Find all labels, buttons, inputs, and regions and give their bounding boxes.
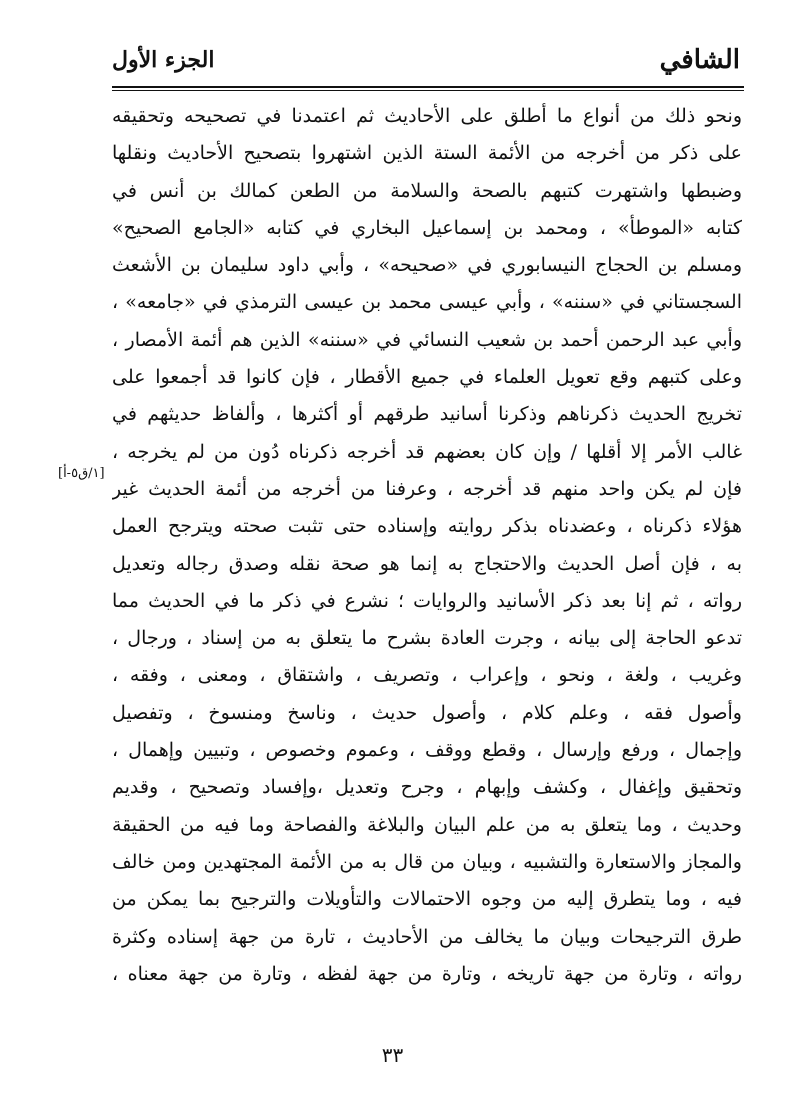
text-line: به ، فإن أصل الحديث والاحتجاج به إنما هو صحة نقله وصدق رجاله وتعديل [112,552,742,575]
page-header [112,40,740,88]
text-line: وأصول فقه ، وعلم كلام ، وأصول حديث ، وناسخ ومنسوخ ، وتفصيل [112,701,742,724]
header-rule-thin [112,90,744,91]
text-line: والمجاز والاستعارة والتشبيه ، وبيان من قال به من الأئمة المجتهدين ومن خالف [112,850,742,873]
text-line: وتحقيق وإغفال ، وكشف وإبهام ، وجرح وتعديل ،وإفساد وتصحيح ، وقديم [112,776,742,799]
volume-label: الجزء الأول [112,47,215,73]
text-line: رواته ، وتارة من جهة تاريخه ، وتارة من جهة لفظه ، وتارة من جهة معناه ، [112,962,742,985]
page-number: ٣٣ [381,1043,404,1067]
text-line: غالب الأمر إلا أقلها / وإن كان بعضهم قد أخرجه ذكرناه دُون من لم يخرجه ، [112,440,742,463]
text-line: وحديث ، وما يتعلق به من علم البيان والبلاغة والفصاحة وما فيه من الحقيقة [112,813,742,836]
text-line: السجستاني في «سننه» ، وأبي عيسى محمد بن عيسى الترمذي في «جامعه» ، [112,291,742,314]
text-line: وضبطها واشتهرت كتبهم بالصحة والسلامة من الطعن كمالك بن أنس في [112,179,742,202]
text-line: ومسلم بن الحجاج النيسابوري في «صحيحه» ، وأبي داود سليمان بن الأشعث [112,254,742,277]
text-line: رواته ، ثم إنا بعد ذكر الأسانيد والروايات ؛ نشرع في ذكر ما في الحديث مما [112,589,742,612]
book-title: الشافي [659,45,740,75]
text-line: ونحو ذلك من أنواع ما أطلق على الأحاديث ثم اعتمدنا في تصحيحه وتحقيقه [112,105,742,127]
text-line: وإجمال ، ورفع وإرسال ، وقطع ووقف ، وعموم وخصوص ، وتبيين وإهمال ، [112,739,742,762]
text-line: طرق الترجيحات وبيان ما يخالف من الأحاديث ، تارة من جهة إسناده وكثرة [112,925,742,948]
text-line: كتابه «الموطأ» ، ومحمد بن إسماعيل البخاري في كتابه «الجامع الصحيح» [112,216,742,239]
text-line: وأبي عبد الرحمن أحمد بن شعيب النسائي في «سننه» الذين هم أئمة الأمصار ، [112,328,742,351]
header-rule [112,86,744,88]
text-line: تدعو الحاجة إلى بيانه ، وجرت العادة بشرح ما يتعلق به من إسناد ، ورجال ، [112,627,742,650]
text-line: على ذكر من أخرجه من الأئمة الستة الذين اشتهروا بتصحيح الأحاديث ونقلها [112,142,742,165]
body-text [112,98,742,993]
text-line: تخريج الحديث ذكرناهم وذكرنا أسانيد طرقهم أو أكثرها ، وألفاظ حديثهم في [112,403,742,426]
text-line: هؤلاء ذكرناه ، وعضدناه بذكر روايته وإسناده حتى تثبت صحته ويترجح العمل [112,515,742,538]
manuscript-folio-note: [١/ق٥-أ] [58,466,105,481]
text-line: وغريب ، ولغة ، ونحو ، وإعراب ، وتصريف ، واشتقاق ، ومعنى ، وفقه ، [112,664,742,687]
text-line: وعلى كتبهم وقع تعويل العلماء في جميع الأقطار ، فإن كانوا قد أجمعوا على [112,366,742,389]
text-line: فإن لم يكن واحد منهم قد أخرجه ، وعرفنا من أخرجه من أئمة الحديث غير [112,477,742,500]
text-line: فيه ، وما يتطرق إليه من وجوه الاحتمالات والتأويلات والترجيح بما يمكن من [112,888,742,911]
